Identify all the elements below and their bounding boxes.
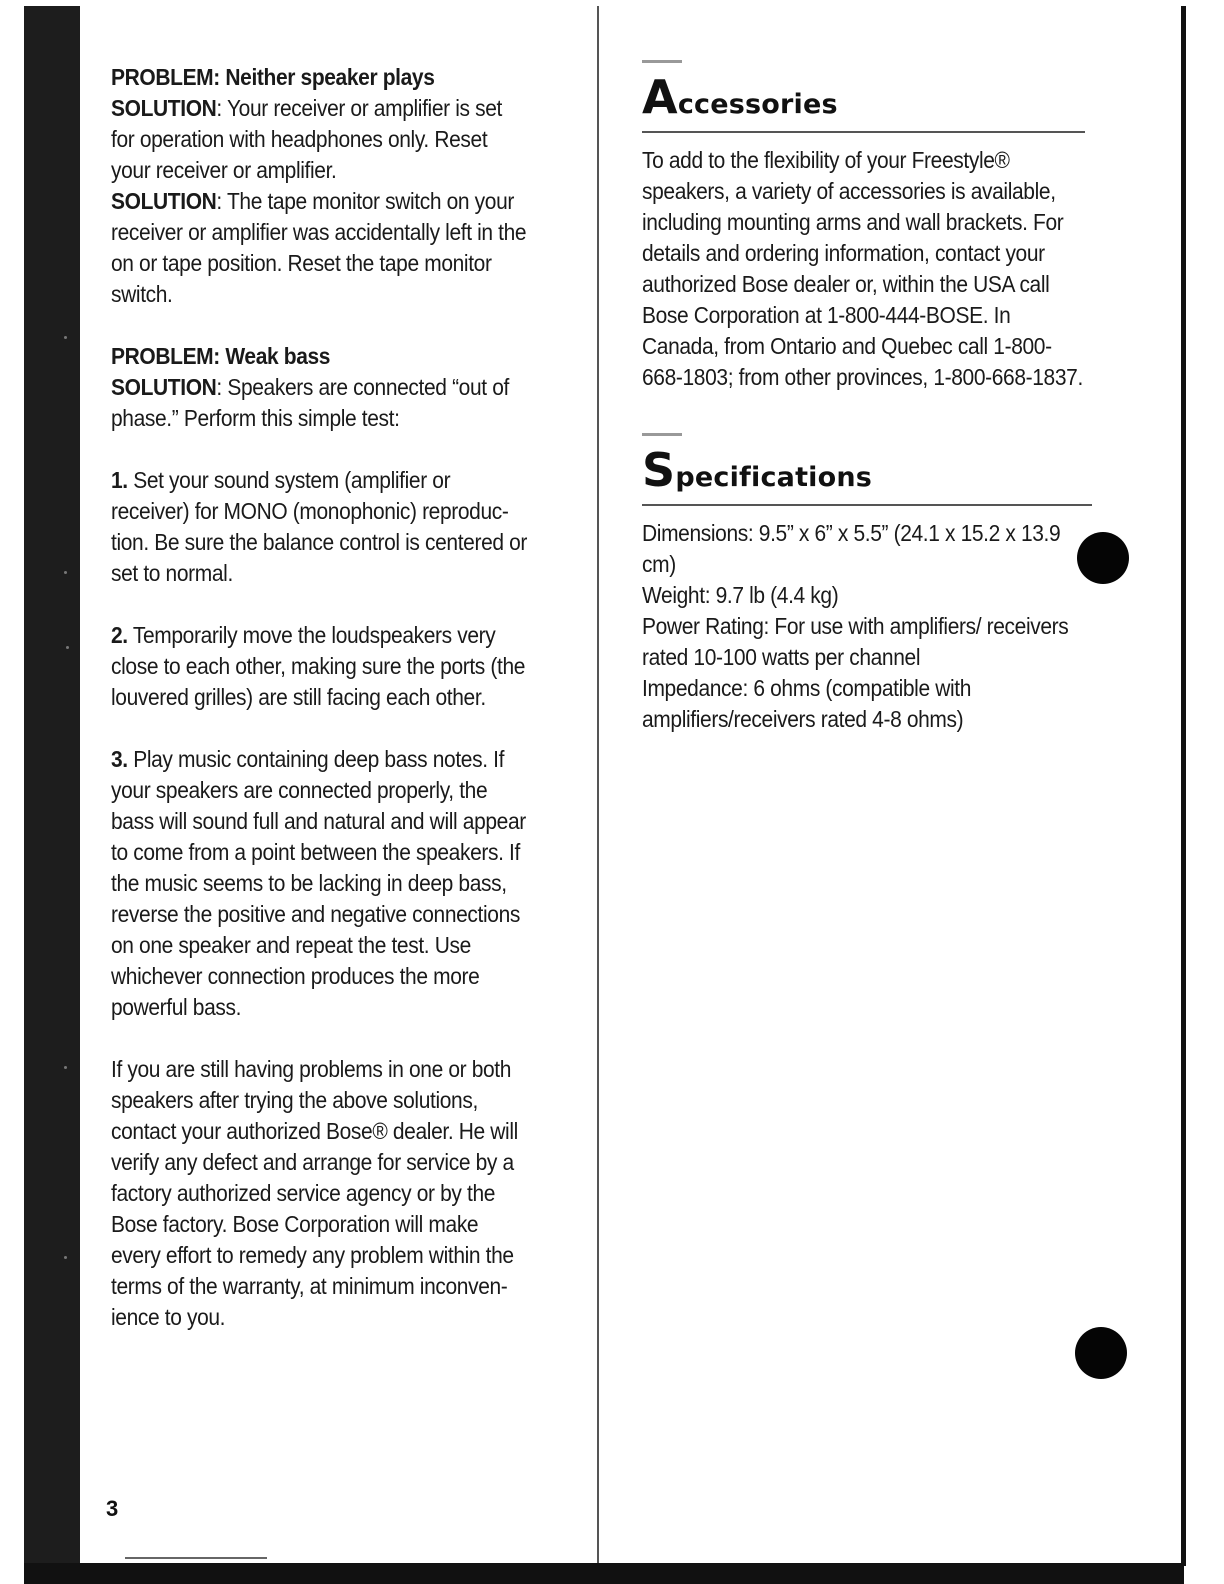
column-divider [597, 6, 599, 1563]
problem-label: PROBLEM [111, 343, 214, 369]
accessories-heading [642, 70, 1085, 127]
solution-label: SOLUTION [111, 188, 217, 214]
scan-right-edge [1181, 6, 1186, 1566]
section-rule [642, 131, 1085, 133]
step-text: Play music containing deep bass notes. If your speakers are connected properly, the bass will sound full and natural and will appear to come from a point between the speakers. If the music seems to be lacking in deep bass, reverse the positive and negative connections on one speaker and repeat the test. Use whichever connection produces the more powerful bass. [111, 746, 526, 1020]
step-2 [111, 620, 530, 713]
solution-label: SOLUTION [111, 374, 217, 400]
footer-rule [125, 1557, 267, 1559]
problem-title: Neither speaker plays [219, 64, 435, 90]
specifications-body [642, 518, 1084, 735]
problem-neither-speaker [111, 62, 530, 310]
step-text: Set your sound system (amplifier or receiver) for MONO (monophonic) reproduc-tion. Be sure the balance control is centered or set to normal. [111, 467, 528, 586]
specifications-heading [642, 443, 1085, 500]
scan-binding-edge [24, 6, 80, 1566]
problem-weak-bass [111, 341, 530, 434]
accessories-body [642, 145, 1084, 393]
section-marker [642, 433, 682, 436]
solution-text: : Speakers are connected “out of phase.” Perform this simple test: [111, 374, 509, 431]
heading-rest: ccessories [677, 89, 838, 120]
heading-rest: pecifications [675, 462, 873, 493]
info-column [642, 60, 1085, 735]
problem-label: PROBLEM: [111, 64, 220, 90]
closing-paragraph: If you are still having problems in one or both speakers after trying the above solutions, contact your authorized Bose® dealer. He will verify any defect and arrange for service by a factory authorized service agency or by the Bose factory. Bose Corporation will make every effort to remedy any problem within the terms of the warranty, at minimum inconven-ience to you. [111, 1056, 518, 1330]
heading-capital: A [642, 70, 678, 124]
solution-text: : Your receiver or amplifier is set for operation with headphones only. Reset your receiver or amplifier. [111, 95, 502, 183]
binder-hole-bottom [1075, 1327, 1127, 1379]
step-number: 1. [111, 467, 128, 493]
accessories-text: To add to the flexibility of your Freestyle® speakers, a variety of accessories is available, including mounting arms and wall brackets. For details and ordering information, contact your authorized Bose dealer or, within the USA call Bose Corporation at 1-800-444-BOSE. In Canada, from Ontario and Quebec call 1-800-668-1803; from other provinces, 1-800-668-1837. [642, 147, 1083, 390]
page-number: 3 [106, 1496, 119, 1521]
step-text: Temporarily move the loudspeakers very close to each other, making sure the ports (the louvered grilles) are still facing each other. [111, 622, 526, 710]
scan-bottom-edge [24, 1563, 1184, 1584]
spec-dimensions: Dimensions: 9.5” x 6” x 5.5” (24.1 x 15.2 x 13.9 cm) [642, 520, 1061, 577]
step-number: 2. [111, 622, 128, 648]
solution-label: SOLUTION [111, 95, 217, 121]
binder-hole-top [1077, 532, 1129, 584]
troubleshooting-column [111, 62, 530, 1364]
spec-weight: Weight: 9.7 lb (4.4 kg) [642, 582, 839, 608]
solution-text: : The tape monitor switch on your receiver or amplifier was accidentally left in the on or tape position. Reset the tape monitor switch. [111, 188, 527, 307]
section-rule [642, 504, 1092, 506]
problem-title: : Weak bass [213, 343, 331, 369]
step-1 [111, 465, 530, 589]
page-top-edge [24, 0, 1186, 6]
spec-impedance: Impedance: 6 ohms (compatible with amplifiers/receivers rated 4-8 ohms) [642, 675, 972, 732]
section-marker [642, 60, 682, 63]
spec-power-rating: Power Rating: For use with amplifiers/ receivers rated 10-100 watts per channel [642, 613, 1069, 670]
step-number: 3. [111, 746, 128, 772]
step-3 [111, 744, 530, 1023]
heading-capital: S [642, 443, 676, 497]
